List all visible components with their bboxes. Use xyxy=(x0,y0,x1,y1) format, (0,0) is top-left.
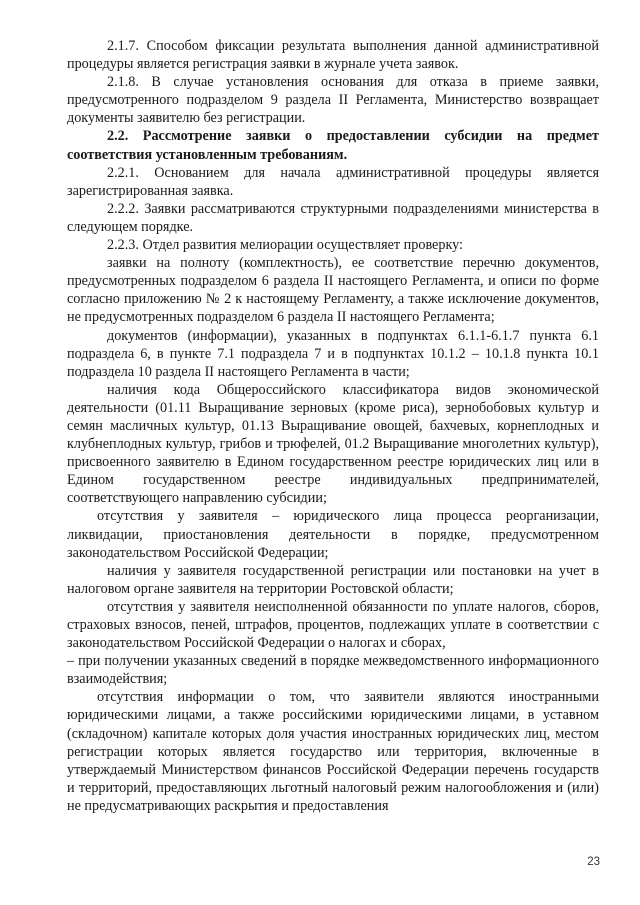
check-item-okved-code: наличия кода Общероссийского классификатора видов экономической деятельности (01.11 Выращивание зерновых (кроме риса), зернобобовых культур и семян масличных культур, 01.13 Выращивание овощей, бахчевых, корнеплодных и клубнеплодных культур, грибов и трюфелей, 01.2 Выращивание многолетних культур), присвоенного заявителю в Едином государственном реестре юридических лиц или в Едином государственном реестре индивидуальных предпринимателей, соответствующего направлению субсидии; xyxy=(67,381,599,507)
check-item-no-tax-debt: отсутствия у заявителя неисполненной обязанности по уплате налогов, сборов, страховых взносов, пеней, штрафов, процентов, подлежащих уплате в соответствии с законодательством Российской Федерации о налогах и сборах, xyxy=(67,598,599,652)
check-item-completeness: заявки на полноту (комплектность), ее соответствие перечню документов, предусмотренных подразделом 6 раздела II настоящего Регламента, и описи по форме согласно приложению № 2 к настоящему Регламенту, а также исключение документов, не предусмотренных подразделом 6 раздела II настоящего Регламента; xyxy=(67,255,599,326)
check-item-documents: документов (информации), указанных в подпунктах 6.1.1-6.1.7 пункта 6.1 подраздела 6, в пункте 7.1 подраздела 7 и в подпунктах 10.1.2 – 10.1.8 пункта 10.1 подраздела 10 раздела II настоящего Регламента в части; xyxy=(67,327,599,380)
check-item-tax-registration: наличия у заявителя государственной регистрации или постановки на учет в налоговом органе заявителя на территории Ростовской области; xyxy=(67,562,599,597)
paragraph-2-1-8: 2.1.8. В случае установления основания для отказа в приеме заявки, предусмотренного подразделом 9 раздела II Регламента, Министерство возвращает документы заявителю без регистрации. xyxy=(67,74,599,127)
paragraph-2-2-3: 2.2.3. Отдел развития мелиорации осуществляет проверку: xyxy=(107,237,463,254)
check-item-no-reorganization: отсутствия у заявителя – юридического лица процесса реорганизации, ликвидации, приостановления деятельности в порядке, предусмотренном законодательством Российской Федерации; xyxy=(67,508,599,561)
paragraph-2-2-2: 2.2.2. Заявки рассматриваются структурными подразделениями министерства в следующем порядке. xyxy=(67,200,599,235)
check-item-interagency-note: – при получении указанных сведений в порядке межведомственного информационного взаимодействия; xyxy=(67,653,599,688)
check-item-no-foreign-entities: отсутствия информации о том, что заявители являются иностранными юридическими лицами, а также российскими юридическими лицами, в уставном (складочном) капитале которых доля участия иностранных юридических лиц, местом регистрации которых является государство или территория, включенные в утверждаемый Министерством финансов Российской Федерации перечень государств и территорий, предоставляющих льготный налоговый режим налогообложения и (или) не предусматривающих раскрытия и предоставления xyxy=(67,689,599,814)
page-number: 23 xyxy=(587,856,600,868)
section-heading-2-2: 2.2. Рассмотрение заявки о предоставлении субсидии на предмет соответствия установленным требованиям. xyxy=(67,128,599,163)
paragraph-2-1-7: 2.1.7. Способом фиксации результата выполнения данной административной процедуры является регистрация заявки в журнале учета заявок. xyxy=(67,38,599,73)
paragraph-2-2-1: 2.2.1. Основанием для начала административной процедуры является зарегистрированная заявка. xyxy=(67,164,599,199)
